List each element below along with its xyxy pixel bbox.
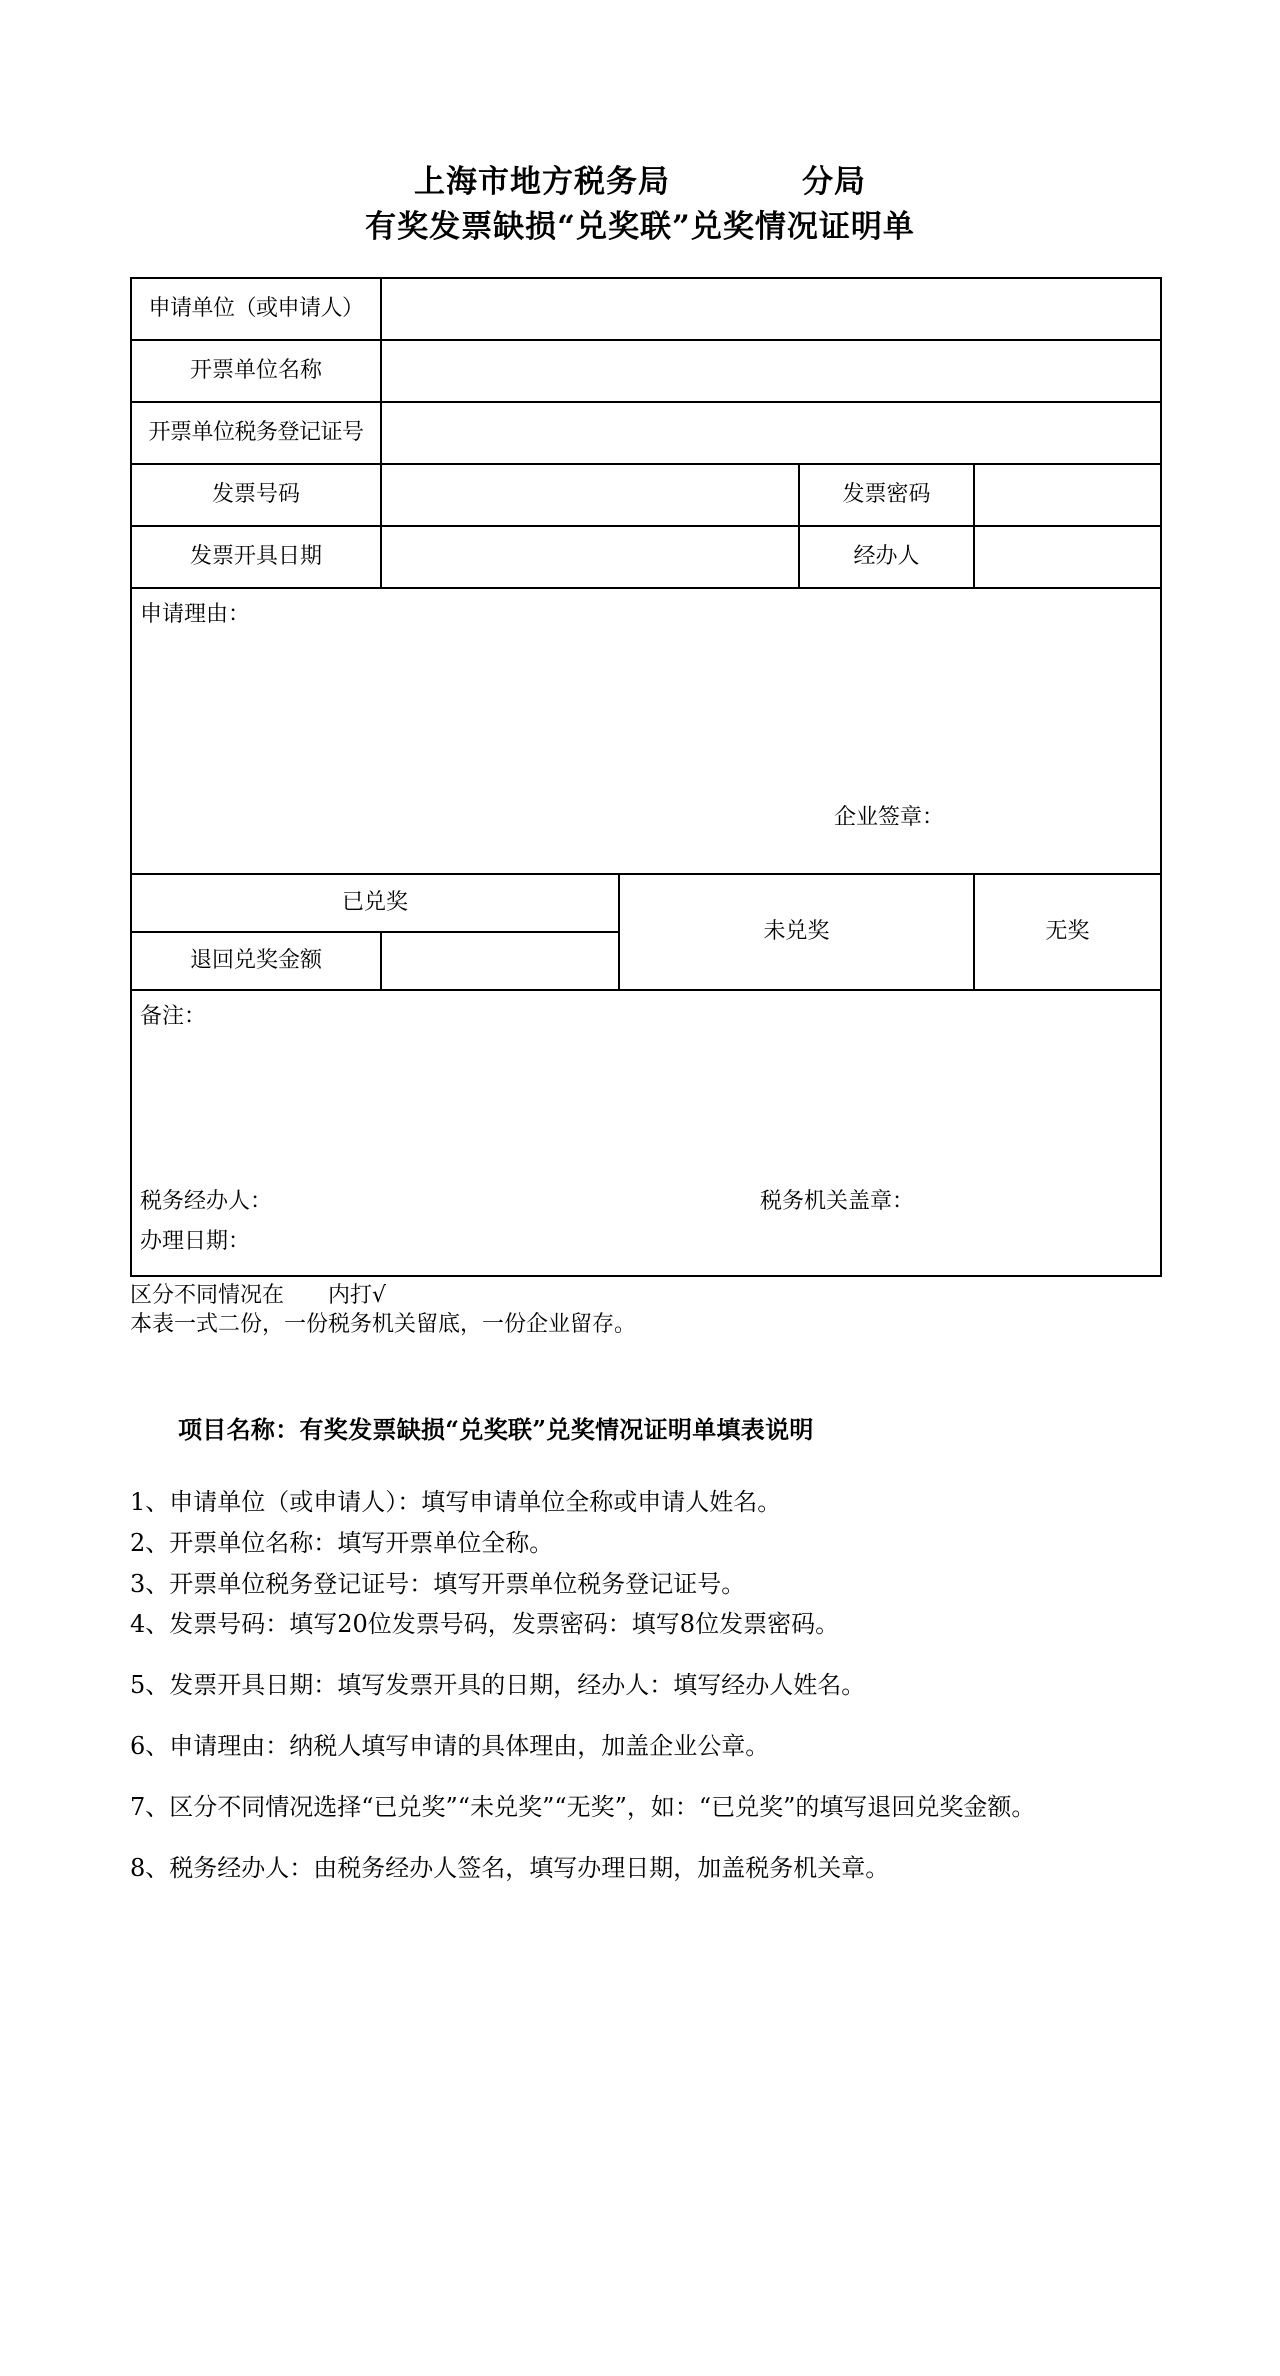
label-tax-authority-seal: 税务机关盖章： [760, 1188, 915, 1214]
instruction-item-2: 2、开票单位名称：填写开票单位全称。 [130, 1528, 554, 1557]
footnote-copies-instruction: 本表一式二份，一份税务机关留底，一份企业留存。 [130, 1312, 637, 1338]
form-footnotes [125, 1281, 1155, 1340]
field-issuer-tax-reg-value[interactable] [381, 402, 1161, 464]
authority-name: 上海市地方税务局 [414, 164, 670, 200]
instructions-heading: 项目名称：有奖发票缺损“兑奖联”兑奖情况证明单填表说明 [178, 1414, 814, 1444]
label-issuer-tax-reg: 开票单位税务登记证号 [131, 402, 381, 464]
field-reason-block[interactable] [131, 588, 1161, 874]
instruction-item-8: 8、税务经办人：由税务经办人签名，填写办理日期，加盖税务机关章。 [130, 1853, 890, 1882]
title-line-form-name: 有奖发票缺损“兑奖联”兑奖情况证明单 [365, 208, 915, 245]
form-container [125, 277, 1155, 1277]
field-remarks-block[interactable] [131, 990, 1161, 1276]
instruction-item-4: 4、发票号码：填写20位发票号码，发票密码：填写8位发票密码。 [130, 1610, 840, 1639]
instructions-section [125, 1410, 1155, 1888]
branch-label: 分局 [802, 164, 866, 200]
label-remarks: 备注： [140, 1003, 207, 1029]
title-line-authority [0, 160, 1280, 205]
label-company-seal: 企业签章： [833, 804, 944, 830]
option-redeemed[interactable]: 已兑奖 [131, 874, 619, 932]
option-no-award[interactable]: 无奖 [974, 874, 1161, 990]
table-row-issuer-name [131, 340, 1161, 402]
label-invoice-number: 发票号码 [131, 464, 381, 526]
table-row-award-redeemed [131, 874, 1161, 932]
field-refund-amount-value[interactable] [381, 932, 619, 990]
label-issuer-name: 开票单位名称 [131, 340, 381, 402]
label-refund-amount: 退回兑奖金额 [131, 932, 381, 990]
instruction-item-7: 7、区分不同情况选择“已兑奖”“未兑奖”“无奖”，如：“已兑奖”的填写退回兑奖金额。 [130, 1793, 1036, 1822]
label-applicant: 申请单位（或申请人） [131, 278, 381, 340]
table-row-issuer-tax-reg [131, 402, 1161, 464]
field-applicant-value[interactable] [381, 278, 1161, 340]
field-invoice-date-value[interactable] [381, 526, 799, 588]
label-invoice-date: 发票开具日期 [131, 526, 381, 588]
table-row-remarks [131, 990, 1161, 1276]
table-row-reason [131, 588, 1161, 874]
document-title-block [0, 0, 1280, 250]
instructions-list [130, 1483, 1155, 1888]
instruction-item-6: 6、申请理由：纳税人填写申请的具体理由，加盖企业公章。 [130, 1732, 770, 1761]
field-issuer-name-value[interactable] [381, 340, 1161, 402]
instruction-item-3: 3、开票单位税务登记证号：填写开票单位税务登记证号。 [130, 1569, 746, 1598]
label-process-date: 办理日期： [140, 1228, 251, 1254]
label-tax-officer: 税务经办人： [140, 1188, 273, 1214]
instruction-item-5: 5、发票开具日期：填写发票开具的日期，经办人：填写经办人姓名。 [130, 1671, 866, 1700]
label-handler: 经办人 [799, 526, 974, 588]
label-reason: 申请理由： [140, 601, 251, 627]
field-invoice-number-value[interactable] [381, 464, 799, 526]
field-handler-value[interactable] [974, 526, 1161, 588]
instruction-item-1: 1、申请单位（或申请人）：填写申请单位全称或申请人姓名。 [130, 1487, 782, 1516]
table-row-invoice-number [131, 464, 1161, 526]
field-invoice-password-value[interactable] [974, 464, 1161, 526]
table-row-invoice-date [131, 526, 1161, 588]
footnote-checkmark-instruction: 区分不同情况在 内打√ [130, 1282, 387, 1308]
table-row-applicant [131, 278, 1161, 340]
label-invoice-password: 发票密码 [799, 464, 974, 526]
certificate-form-table [130, 277, 1162, 1277]
option-not-redeemed[interactable]: 未兑奖 [619, 874, 974, 990]
